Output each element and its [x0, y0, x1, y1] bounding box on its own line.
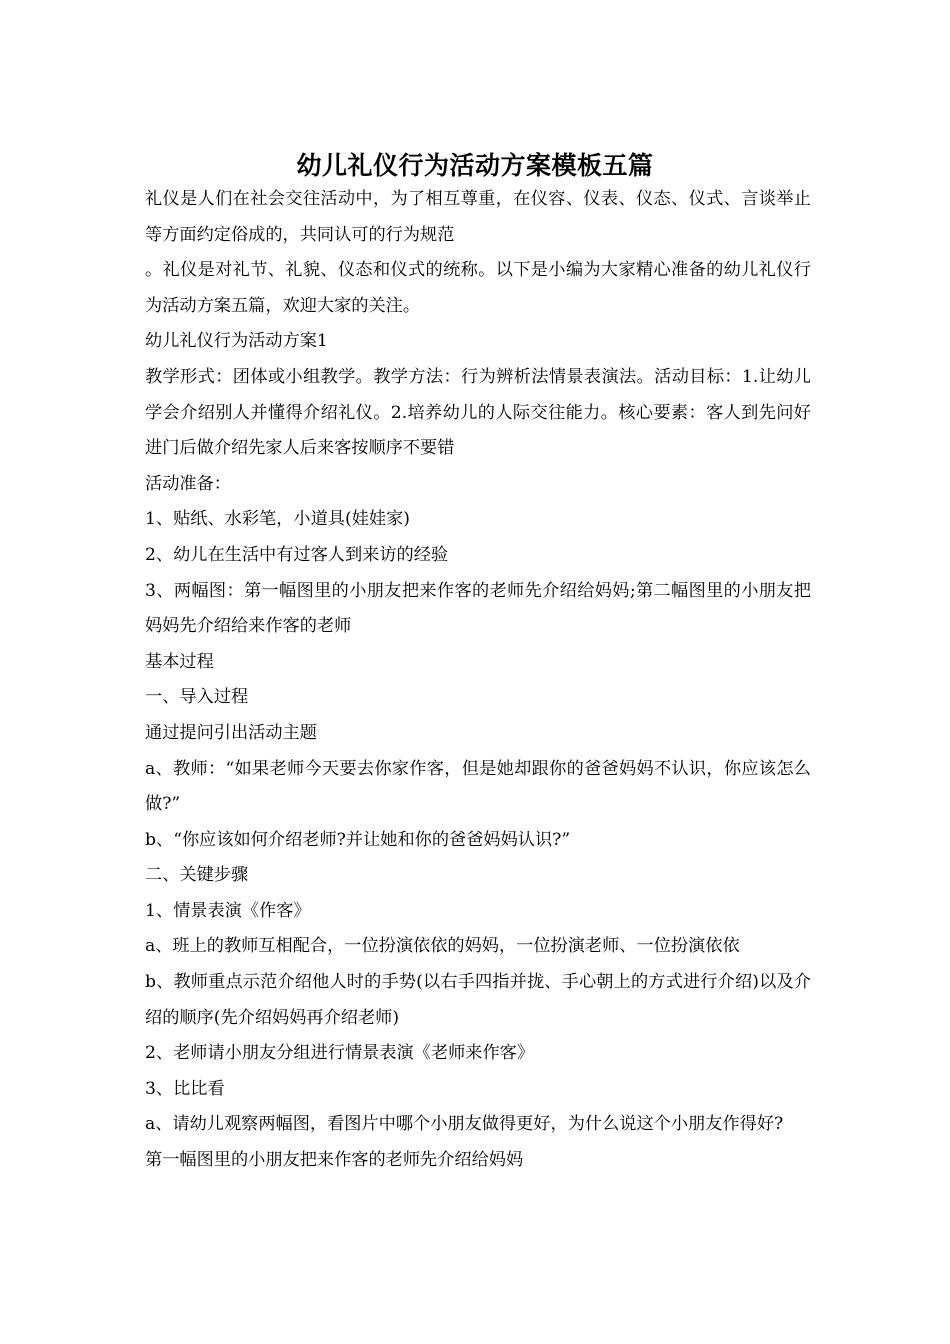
- paragraph-teaching-form: 教学形式：团体或小组教学。教学方法：行为辨析法情景表演法。活动目标：1.让幼儿学会介绍别人并懂得介绍礼仪。2.培养幼儿的人际交往能力。核心要素：客人到先问好进门后做介绍先家人后来客按顺序不要错: [145, 366, 811, 459]
- paragraph-picture-1: 第一幅图里的小朋友把来作客的老师先介绍给妈妈: [145, 1150, 524, 1171]
- document-title: 幼儿礼仪行为活动方案模板五篇: [296, 150, 654, 180]
- paragraph-intro-2: 。礼仪是对礼节、礼貌、仪态和仪式的统称。以下是小编为大家精心准备的幼儿礼仪行为活动方案五篇，欢迎大家的关注。: [145, 260, 811, 316]
- paragraph-question-a: a、教师：“如果老师今天要去你家作客，但是她却跟你的爸爸妈妈不认识，你应该怎么做?”: [145, 758, 811, 815]
- list-item-preparation-1: 1、贴纸、水彩笔，小道具(娃娃家): [145, 509, 410, 530]
- list-item-preparation-2: 2、幼儿在生活中有过客人到来访的经验: [145, 544, 449, 565]
- list-item-step-2: 2、老师请小朋友分组进行情景表演《老师来作客》: [145, 1043, 535, 1064]
- section-heading-plan-1: 幼儿礼仪行为活动方案1: [145, 331, 328, 352]
- heading-key-steps: 二、关键步骤: [145, 865, 249, 886]
- paragraph-step-1b: b、教师重点示范介绍他人时的手势(以右手四指并拢、手心朝上的方式进行介绍)以及介绍的顺序(先介绍妈妈再介绍老师): [145, 972, 811, 1028]
- list-item-preparation-3: 3、两幅图：第一幅图里的小朋友把来作客的老师先介绍给妈妈;第二幅图里的小朋友把妈妈先介绍给来作客的老师: [145, 580, 811, 637]
- heading-basic-process: 基本过程: [145, 651, 214, 672]
- list-item-step-3: 3、比比看: [145, 1078, 225, 1099]
- heading-preparation: 活动准备：: [145, 473, 231, 494]
- heading-introduction: 一、导入过程: [145, 687, 249, 708]
- document-body: [145, 182, 811, 1179]
- paragraph-step-3a: a、请幼儿观察两幅图，看图片中哪个小朋友做得更好，为什么说这个小朋友作得好?: [145, 1114, 784, 1135]
- paragraph-question-b: b、“你应该如何介绍老师?并让她和你的爸爸妈妈认识?”: [145, 829, 571, 850]
- paragraph-introduction: 通过提问引出活动主题: [145, 722, 317, 743]
- paragraph-step-1a: a、班上的教师互相配合，一位扮演依依的妈妈，一位扮演老师、一位扮演依依: [145, 936, 740, 957]
- list-item-step-1: 1、情景表演《作客》: [145, 900, 311, 921]
- paragraph-intro-1: 礼仪是人们在社会交往活动中，为了相互尊重，在仪容、仪表、仪态、仪式、言谈举止等方面约定俗成的，共同认可的行为规范: [145, 189, 811, 245]
